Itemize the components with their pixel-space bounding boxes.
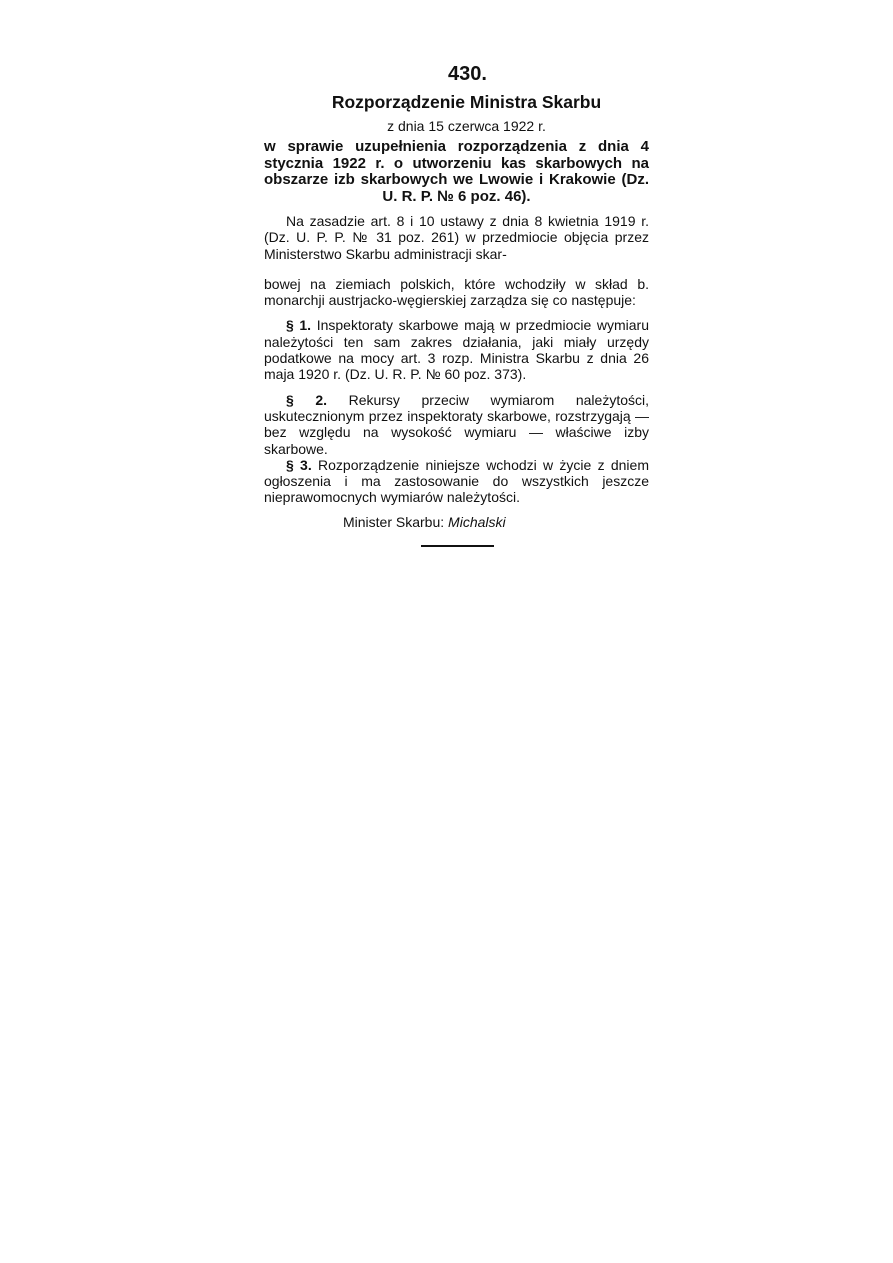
preamble-part-2: bowej na ziemiach polskich, które wchodziły w skład b. monarchji austrjacko-węgierskiej zarządza się co następuje: xyxy=(264,275,649,309)
preamble-part-1: Na zasadzie art. 8 i 10 ustawy z dnia 8 kwietnia 1919 r. (Dz. U. P. P. № 31 poz. 261) w przedmiocie objęcia przez Ministerstwo Skarbu administracji skar- xyxy=(264,213,649,262)
document-column xyxy=(264,62,649,547)
signature-label: Minister Skarbu: xyxy=(343,513,449,530)
section-2-label: § 2. xyxy=(286,391,328,408)
act-title: Rozporządzenie Ministra Skarbu xyxy=(331,92,602,112)
section-1-text: Inspektoraty skarbowe mają w przedmiocie wymiaru należytości ten sam zakres działania, jaki miały urzędy podatkowe na mocy art. 3 rozp. Ministra Skarbu z dnia 26 maja 1920 r. (Dz. U. R. P. № 60 poz. 373). xyxy=(264,317,649,383)
signature-name: Michalski xyxy=(448,513,506,530)
closing-rule xyxy=(421,545,494,547)
section-2-text: Rekursy przeciw wymiarom należytości, uskutecznionym przez inspektoraty skarbowe, rozstrzygają — bez względu na wysokość wymiaru — właściwe izby skarbowe. xyxy=(264,391,649,457)
section-1 xyxy=(264,317,649,382)
act-subject: w sprawie uzupełnienia rozporządzenia z dnia 4 stycznia 1922 r. o utworzeniu kas skarbowych na obszarze izb skarbowych we Lwowie i Krakowie (Dz. U. R. P. № 6 poz. 46). xyxy=(264,138,649,205)
section-3-text: Rozporządzenie niniejsze wchodzi w życie z dniem ogłoszenia i ma zastosowanie do wszystkich jeszcze nieprawomocnych wymiarów należytości. xyxy=(264,456,649,506)
signature-line xyxy=(343,513,649,531)
section-3 xyxy=(264,457,649,506)
section-2 xyxy=(264,392,649,457)
act-number: 430. xyxy=(448,63,487,85)
act-date: z dnia 15 czerwca 1922 r. xyxy=(387,118,546,134)
section-1-label: § 1. xyxy=(286,317,312,334)
section-3-label: § 3. xyxy=(286,456,312,473)
